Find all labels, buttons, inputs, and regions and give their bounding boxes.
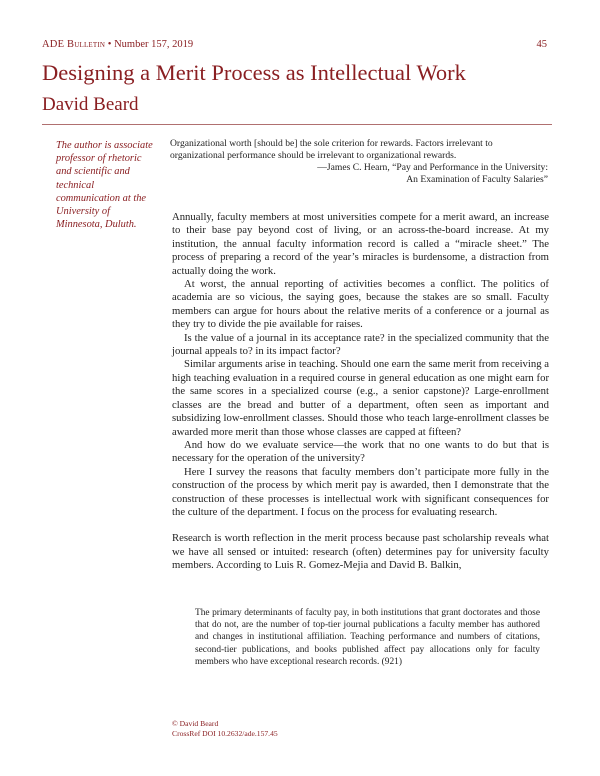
article-body <box>172 211 549 573</box>
title-divider <box>42 124 552 125</box>
block-quotation: The primary determinants of faculty pay, in both institutions that grant doctorates and those that do not, are the number of top-tier journal publications a faculty member has authored and changes in institutional affiliation. Teaching performance and numbers of citations, second-tier publications, and books published affect pay allocations only for faculty members who have exceptional research records. (921) <box>195 608 540 667</box>
article-author: David Beard <box>42 94 139 115</box>
article-title: Designing a Merit Process as Intellectual Work <box>42 60 466 85</box>
body-paragraph-5: And how do we evaluate service—the work that no one wants to do but that is necessary for the operation of the university? <box>172 438 549 465</box>
body-paragraph-2: At worst, the annual reporting of activities becomes a conflict. The politics of academia are so vicious, the saying goes, because the stakes are so small. Faculty members can argue for hours about the relative merits of a conference or a journal as they try to divide the pie available for raises. <box>172 278 549 331</box>
copyright-notice: © David Beard <box>172 719 219 728</box>
page-footer <box>172 719 422 739</box>
epigraph-text: Organizational worth [should be] the sole criterion for rewards. Factors irrelevant to organizational performance should be irrelevant to organizational rewards. <box>170 138 493 162</box>
author-note: The author is associate professor of rhetoric and scientific and technical communication at the University of Minnesota, Duluth. <box>56 140 153 231</box>
journal-name: ADE Bulletin <box>42 39 106 50</box>
body-paragraph-7: Research is worth reflection in the merit process because past scholarship reveals what we have all sensed or intuited: research (often) determines pay for university faculty members. According to Luis R. Gomez-Mejia and David B. Balkin, <box>172 532 549 572</box>
body-paragraph-4: Similar arguments arise in teaching. Should one earn the same merit from receiving a high teaching evaluation in a required course in general education as one might earn for the same scores in a specialized course (e.g., a senior capstone)? Large-enrollment classes are the bread and butter of a department, often seen as important and subsidizing low-enrollment classes. Should those who teach large-enrollment classes be awarded more merit than those whose classes are capped at fifteen? <box>172 358 549 438</box>
epigraph <box>170 138 548 186</box>
body-paragraph-3: Is the value of a journal in its acceptance rate? in the specialized community that the journal appeals to? in its impact factor? <box>172 331 549 358</box>
doi-reference: CrossRef DOI 10.2632/ade.157.45 <box>172 729 278 738</box>
running-head-separator: • <box>105 39 115 50</box>
epigraph-attribution-line2: An Examination of Faculty Salaries” <box>406 174 548 186</box>
body-paragraph-1: Annually, faculty members at most universities compete for a merit award, an increase to their base pay beyond cost of living, or an across-the-board increase. At my institution, the annual faculty information record is called a “miracle sheet.” The process of preparing a record of the year’s miracles is burdensome, a distraction from actually doing the work. <box>172 211 549 277</box>
epigraph-attribution-line1: —James C. Hearn, “Pay and Performance in the University: <box>317 162 548 174</box>
running-head <box>42 39 547 50</box>
issue-number: Number 157, 2019 <box>114 39 194 50</box>
body-paragraph-6: Here I survey the reasons that faculty members don’t participate more fully in the construction of the process by which merit pay is awarded, then I demonstrate that the construction of these processes is intellectual work with significant consequences for the culture of the department. I focus on the process for evaluating research. <box>172 465 549 518</box>
page-number: 45 <box>536 39 547 50</box>
